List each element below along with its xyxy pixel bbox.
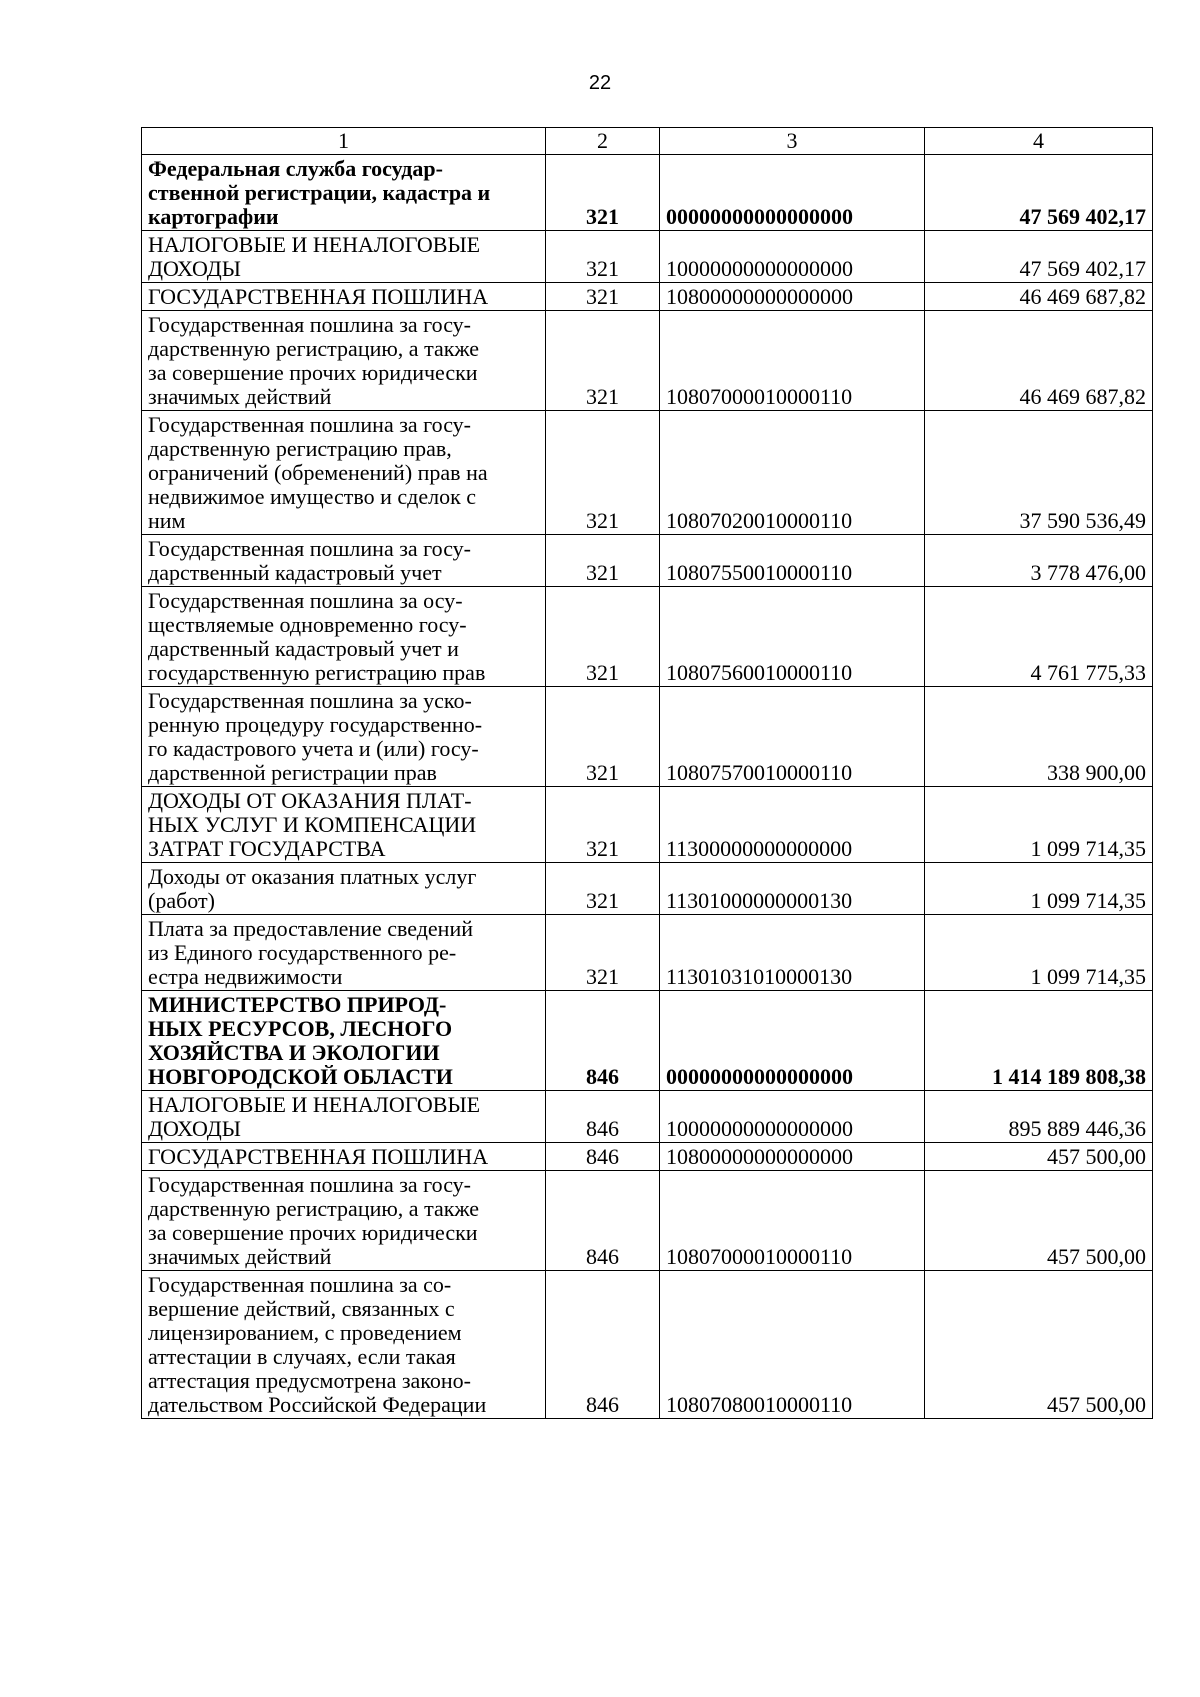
row-code-cell: 846 — [546, 1143, 660, 1171]
row-kbk-cell: 11300000000000000 — [660, 787, 925, 863]
table-row — [142, 231, 1153, 283]
table-row — [142, 863, 1153, 915]
table-row — [142, 915, 1153, 991]
row-kbk-cell: 10807560010000110 — [660, 587, 925, 687]
row-kbk-cell: 10800000000000000 — [660, 1143, 925, 1171]
row-code-cell: 321 — [546, 283, 660, 311]
row-name-cell: МИНИСТЕРСТВО ПРИРОД- НЫХ РЕСУРСОВ, ЛЕСНОГО ХОЗЯЙСТВА И ЭКОЛОГИИ НОВГОРОДСКОЙ ОБЛАСТИ — [142, 991, 546, 1091]
row-name-cell: ДОХОДЫ ОТ ОКАЗАНИЯ ПЛАТ- НЫХ УСЛУГ И КОМПЕНСАЦИИ ЗАТРАТ ГОСУДАРСТВА — [142, 787, 546, 863]
row-name-cell: ГОСУДАРСТВЕННАЯ ПОШЛИНА — [142, 1143, 546, 1171]
row-name-cell: Государственная пошлина за госу- дарственную регистрацию, а также за совершение прочих юридически значимых действий — [142, 311, 546, 411]
row-code-cell: 846 — [546, 1091, 660, 1143]
row-name-cell: Государственная пошлина за уско- ренную процедуру государственно- го кадастрового учета и (или) госу- дарственной регистрации прав — [142, 687, 546, 787]
table-row — [142, 787, 1153, 863]
column-header-2: 2 — [546, 128, 660, 155]
row-kbk-cell: 00000000000000000 — [660, 155, 925, 231]
row-amount-cell: 457 500,00 — [925, 1271, 1153, 1419]
row-kbk-cell: 10000000000000000 — [660, 1091, 925, 1143]
row-kbk-cell: 11301000000000130 — [660, 863, 925, 915]
row-amount-cell: 1 099 714,35 — [925, 915, 1153, 991]
row-name-cell: Доходы от оказания платных услуг (работ) — [142, 863, 546, 915]
column-header-3: 3 — [660, 128, 925, 155]
revenue-table — [141, 127, 1153, 1419]
row-amount-cell: 895 889 446,36 — [925, 1091, 1153, 1143]
table-row — [142, 535, 1153, 587]
row-name-cell: Государственная пошлина за госу- дарственный кадастровый учет — [142, 535, 546, 587]
row-amount-cell: 46 469 687,82 — [925, 311, 1153, 411]
table-row — [142, 991, 1153, 1091]
row-code-cell: 846 — [546, 1171, 660, 1271]
row-code-cell: 846 — [546, 991, 660, 1091]
row-kbk-cell: 10807020010000110 — [660, 411, 925, 535]
row-name-cell: Государственная пошлина за госу- дарственную регистрацию прав, ограничений (обременений) прав на недвижимое имущество и сделок с ним — [142, 411, 546, 535]
row-code-cell: 321 — [546, 915, 660, 991]
row-code-cell: 321 — [546, 155, 660, 231]
page-number: 22 — [588, 72, 612, 94]
column-header-1: 1 — [142, 128, 546, 155]
row-code-cell: 321 — [546, 311, 660, 411]
row-name-cell: Федеральная служба государ- ственной регистрации, кадастра и картографии — [142, 155, 546, 231]
row-name-cell: Плата за предоставление сведений из Единого государственного ре- естра недвижимости — [142, 915, 546, 991]
row-code-cell: 846 — [546, 1271, 660, 1419]
table-row — [142, 1143, 1153, 1171]
row-amount-cell: 47 569 402,17 — [925, 155, 1153, 231]
row-kbk-cell: 10807550010000110 — [660, 535, 925, 587]
row-code-cell: 321 — [546, 863, 660, 915]
row-amount-cell: 4 761 775,33 — [925, 587, 1153, 687]
table-row — [142, 587, 1153, 687]
row-name-cell: НАЛОГОВЫЕ И НЕНАЛОГОВЫЕ ДОХОДЫ — [142, 231, 546, 283]
row-code-cell: 321 — [546, 535, 660, 587]
table-row — [142, 311, 1153, 411]
row-code-cell: 321 — [546, 587, 660, 687]
row-code-cell: 321 — [546, 411, 660, 535]
table-row — [142, 1171, 1153, 1271]
column-header-4: 4 — [925, 128, 1153, 155]
row-name-cell: Государственная пошлина за со- вершение действий, связанных с лицензированием, с проведением аттестации в случаях, если такая аттестация предусмотрена законо- дательством Российской Федерации — [142, 1271, 546, 1419]
row-name-cell: Государственная пошлина за осу- ществляемые одновременно госу- дарственный кадастровый учет и государственную регистрацию прав — [142, 587, 546, 687]
row-kbk-cell: 10800000000000000 — [660, 283, 925, 311]
table-row — [142, 1271, 1153, 1419]
row-kbk-cell: 11301031010000130 — [660, 915, 925, 991]
row-amount-cell: 3 778 476,00 — [925, 535, 1153, 587]
row-amount-cell: 338 900,00 — [925, 687, 1153, 787]
row-kbk-cell: 10807000010000110 — [660, 1171, 925, 1271]
table-body — [142, 128, 1153, 1419]
row-kbk-cell: 00000000000000000 — [660, 991, 925, 1091]
table-row — [142, 155, 1153, 231]
row-code-cell: 321 — [546, 787, 660, 863]
row-amount-cell: 1 414 189 808,38 — [925, 991, 1153, 1091]
row-amount-cell: 1 099 714,35 — [925, 863, 1153, 915]
row-amount-cell: 457 500,00 — [925, 1171, 1153, 1271]
table-row — [142, 687, 1153, 787]
row-name-cell: ГОСУДАРСТВЕННАЯ ПОШЛИНА — [142, 283, 546, 311]
row-amount-cell: 46 469 687,82 — [925, 283, 1153, 311]
row-amount-cell: 47 569 402,17 — [925, 231, 1153, 283]
row-kbk-cell: 10807570010000110 — [660, 687, 925, 787]
table-row — [142, 1091, 1153, 1143]
table-row — [142, 411, 1153, 535]
row-amount-cell: 37 590 536,49 — [925, 411, 1153, 535]
row-amount-cell: 1 099 714,35 — [925, 787, 1153, 863]
row-amount-cell: 457 500,00 — [925, 1143, 1153, 1171]
row-kbk-cell: 10000000000000000 — [660, 231, 925, 283]
row-kbk-cell: 10807000010000110 — [660, 311, 925, 411]
row-name-cell: Государственная пошлина за госу- дарственную регистрацию, а также за совершение прочих юридически значимых действий — [142, 1171, 546, 1271]
table-row — [142, 283, 1153, 311]
row-name-cell: НАЛОГОВЫЕ И НЕНАЛОГОВЫЕ ДОХОДЫ — [142, 1091, 546, 1143]
table-header-row — [142, 128, 1153, 155]
row-kbk-cell: 10807080010000110 — [660, 1271, 925, 1419]
row-code-cell: 321 — [546, 687, 660, 787]
row-code-cell: 321 — [546, 231, 660, 283]
